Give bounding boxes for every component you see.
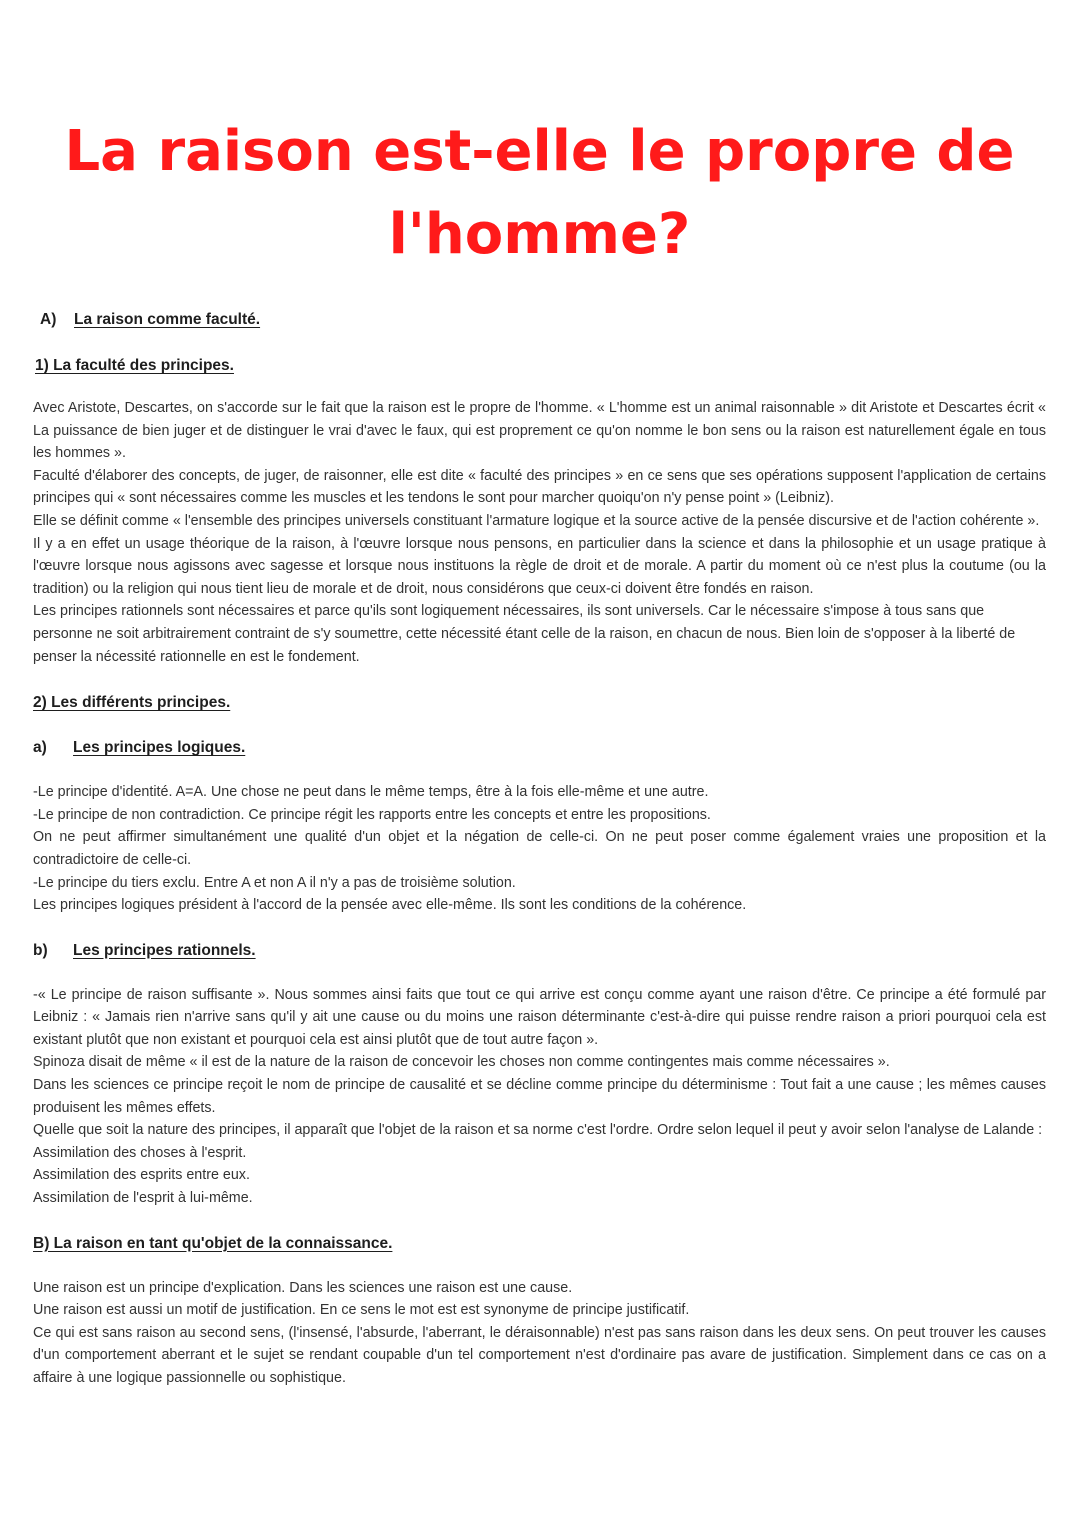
paragraph: -« Le principe de raison suffisante ». Nous sommes ainsi faits que tout ce qui arrive est conçu comme ayant une raison d'être. Ce principe a été formulé par Leibniz : « Jamais rien n'arrive sans qu'il y ait une cause ou du moins une raison déterminante c'est-à-dire qui puisse rendre raison a priori pourquoi cela est existant plutôt que non existant et pourquoi cela est ainsi plutôt que de tout autre façon ». <box>33 986 1046 1048</box>
section-b-heading: B) La raison en tant qu'objet de la connaissance. <box>33 1234 393 1252</box>
subsection-2a-number: a) <box>33 739 47 757</box>
paragraph: -Le principe du tiers exclu. Entre A et non A il n'y a pas de troisième solution. <box>33 874 516 891</box>
paragraph: Dans les sciences ce principe reçoit le nom de principe de causalité et se décline comme principe du déterminisme : Tout fait a une cause ; les mêmes causes produisent les mêmes effets. <box>33 1077 1046 1116</box>
subsection-2a-heading <box>33 736 1046 759</box>
subsection-2b-heading <box>33 939 1046 962</box>
list-item: Assimilation des choses à l'esprit. <box>33 1144 247 1161</box>
list-item: Assimilation de l'esprit à lui-même. <box>33 1190 253 1207</box>
paragraph: Spinoza disait de même « il est de la nature de la raison de concevoir les choses non comme contingentes mais comme nécessaires ». <box>33 1054 890 1071</box>
paragraph: Ce qui est sans raison au second sens, (l'insensé, l'absurde, l'aberrant, le déraisonnable) n'est pas sans raison dans les deux sens. On peut trouver les causes d'un comportement aberrant et le sujet se rendant coupable d'un tel comportement n'est d'ordinaire pas avare de justification. Simplement dans ce cas on a affaire à une logique passionnelle ou sophistique. <box>33 1324 1046 1386</box>
section-a-title: La raison comme faculté. <box>74 311 261 328</box>
paragraph: Les principes rationnels sont nécessaires et parce qu'ils sont logiquement nécessaires, ils sont universels. Car le nécessaire s'impose à tous sans que personne ne soit arbitrairement contraint de s'y soumettre, cette nécessité étant celle de la raison, en chacun de nous. Bien loin de s'opposer à la liberté de penser la nécessité rationnelle en est le fondement. <box>33 603 1016 665</box>
list-item: Assimilation des esprits entre eux. <box>33 1167 250 1184</box>
subsection-1-body <box>33 397 1046 668</box>
subsection-1-heading: 1) La faculté des principes. <box>35 357 234 374</box>
page-title: La raison est-elle le propre de l'homme? <box>64 119 1015 267</box>
paragraph: On ne peut affirmer simultanément une qualité d'un objet et la négation de celle-ci. On ne peut poser comme également vraies une proposition et la contradictoire de celle-ci. <box>33 829 1046 868</box>
paragraph: Faculté d'élaborer des concepts, de juger, de raisonner, elle est dite « faculté des principes » en ce sens que ses opérations supposent l'application de certains principes qui « sont nécessaires comme les muscles et les tendons le sont pour marcher quoiqu'on n'y pense point » (Leibniz). <box>33 467 1046 507</box>
paragraph: -Le principe d'identité. A=A. Une chose ne peut dans le même temps, être à la fois elle-même et une autre. <box>33 784 709 801</box>
subsection-2b-title: Les principes rationnels. <box>73 941 256 959</box>
subsection-2-heading: 2) Les différents principes. <box>33 694 231 712</box>
section-b-body <box>33 1277 1046 1390</box>
paragraph: Quelle que soit la nature des principes, il apparaît que l'objet de la raison et sa norme c'est l'ordre. Ordre selon lequel il peut y avoir selon l'analyse de Lalande : <box>33 1122 1043 1139</box>
paragraph: -Le principe de non contradiction. Ce principe régit les rapports entre les concepts et entre les propositions. <box>33 806 711 823</box>
subsection-2a-title: Les principes logiques. <box>73 739 246 757</box>
paragraph: Il y a en effet un usage théorique de la raison, à l'œuvre lorsque nous pensons, en particulier dans la science et dans la philosophie et un usage pratique à l'œuvre lorsque nous agissons avec sagesse et lorsque nous instituons la règle de droit et de morale. A partir du moment où ce n'est plus la coutume (ou la tradition) ou la religion qui nous tient lieu de morale et de droit, nous considérons que ceux-ci doivent être fondés en raison. <box>33 535 1046 597</box>
paragraph: Avec Aristote, Descartes, on s'accorde sur le fait que la raison est le propre de l'homme. « L'homme est un animal raisonnable » dit Aristote et Descartes écrit « La puissance de bien juger et de distinguer le vrai d'avec le faux, qui est proprement ce qu'on nomme le bon sens ou la raison est naturellement égale en tous les hommes ». <box>33 400 1046 462</box>
subsection-2b-body <box>33 984 1046 1210</box>
subsection-2a-body <box>33 781 1046 917</box>
section-a-heading <box>33 308 1046 331</box>
paragraph: Les principes logiques président à l'accord de la pensée avec elle-même. Ils sont les conditions de la cohérence. <box>33 897 747 914</box>
paragraph: Elle se définit comme « l'ensemble des principes universels constituant l'armature logique et la source active de la pensée discursive et de l'action cohérente ». <box>33 512 1040 529</box>
section-a-number: A) <box>40 311 57 328</box>
subsection-2b-number: b) <box>33 941 48 959</box>
paragraph: Une raison est aussi un motif de justification. En ce sens le mot est est synonyme de principe justificatif. <box>33 1302 690 1319</box>
paragraph: Une raison est un principe d'explication. Dans les sciences une raison est une cause. <box>33 1279 573 1296</box>
